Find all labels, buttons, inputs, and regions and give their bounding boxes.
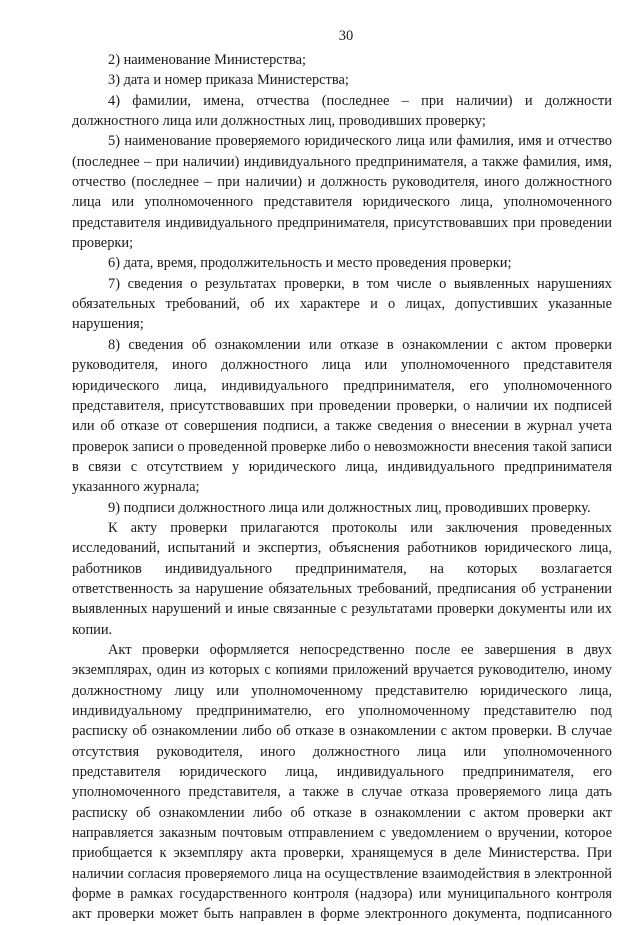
page-number: 30 — [338, 28, 354, 44]
paragraph-item-5: 5) наименование проверяемого юридического лица или фамилия, имя и отчество (последнее – при наличии) индивидуального предпринимателя, а также фамилия, имя, отчество (последнее – при наличии) и должность руководителя, иного должностного лица или уполномоченного представителя юридического лица, уполномоченного представителя индивидуального предпринимателя, присутствовавших при проведении проверки; — [72, 133, 612, 252]
paragraph-item-9: 9) подписи должностного лица или должностных лиц, проводивших проверку. — [108, 499, 591, 516]
paragraph-item-3: 3) дата и номер приказа Министерства; — [108, 72, 349, 89]
paragraph-item-2: 2) наименование Министерства; — [108, 52, 306, 68]
paragraph-act-issuance: Акт проверки оформляется непосредственно после ее завершения в двух экземплярах, один из которых с копиями приложений вручается руководителю, иному должностному лицу или уполномоченному представителю юридического лица, индивидуальному предпринимателю, его уполномоченному представителю под расписку об ознакомлении либо об отказе в ознакомлении с актом проверки. В случае отсутствия руководителя, иного должностного лица или уполномоченного представителя юридического лица, индивидуального предпринимателя, его уполномоченного представителя, а также в случае отказа проверяемого лица дать расписку об ознакомлении либо об отказе в ознакомлении с актом проверки акт направляется заказным почтовым отправлением с уведомлением о вручении, которое приобщается к экземпляру акта проверки, хранящемуся в деле Министерства. При наличии согласия проверяемого лица на осуществление взаимодействия в электронной форме в рамках государственного контроля (надзора) или муниципального контроля акт проверки может быть направлен в форме электронного документа, подписанного — [72, 641, 612, 923]
paragraph-item-6: 6) дата, время, продолжительность и место проведения проверки; — [108, 255, 512, 272]
paragraph-item-7: 7) сведения о результатах проверки, в том числе о выявленных нарушениях обязательных требований, об их характере и о лицах, допустивших указанные нарушения; — [72, 275, 612, 333]
paragraph-attachments: К акту проверки прилагаются протоколы или заключения проведенных исследований, испытаний и экспертиз, объяснения работников юридического лица, работников индивидуального предпринимателя, на которых возлагается ответственность за нарушение обязательных требований, предписания об устранении выявленных нарушений и иные связанные с результатами проверки документы или их копии. — [72, 519, 612, 638]
document-page — [72, 26, 612, 925]
paragraph-item-8: 8) сведения об ознакомлении или отказе в ознакомлении с актом проверки руководителя, иного должностного лица или уполномоченного представителя юридического лица, индивидуального предпринимателя, его уполномоченного представителя, присутствовавших при проведении проверки, о наличии их подписей или об отказе от совершения подписи, а также сведения о внесении в журнал учета проверок записи о проведенной проверке либо о невозможности внесения такой записи в связи с отсутствием у юридического лица, индивидуального предпринимателя указанного журнала; — [72, 336, 612, 496]
paragraph-item-4: 4) фамилии, имена, отчества (последнее – при наличии) и должности должностного лица или должностных лиц, проводивших проверку; — [72, 92, 612, 130]
